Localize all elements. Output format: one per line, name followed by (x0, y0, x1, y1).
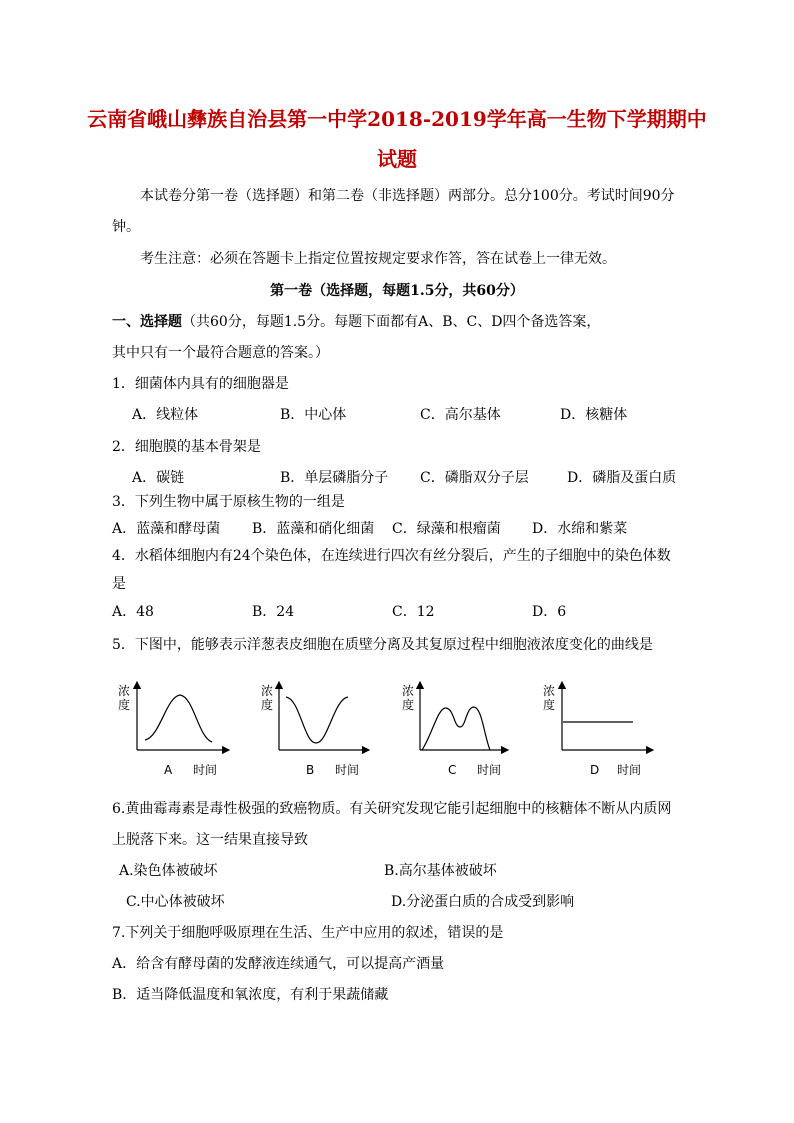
q1-option-b: B．中心体 (280, 407, 347, 423)
q1-option-a: A．线粒体 (132, 407, 199, 423)
part-label: 一、选择题 (112, 314, 182, 330)
intro-line2: 钟。 (112, 219, 140, 235)
q4-option-b: B．24 (252, 604, 295, 620)
graph-b (261, 684, 366, 777)
part-desc-line2: 其中只有一个最符合题意的答案。） (112, 345, 329, 361)
intro-line1: 本试卷分第一卷（选择题）和第二卷（非选择题）两部分。总分100分。考试时间90分 (140, 188, 675, 204)
graph-d-letter: D (590, 763, 600, 777)
graph-d (543, 684, 650, 777)
graph-c-ylabel-2: 度 (402, 698, 415, 712)
graph-d-xlabel: 时间 (617, 763, 642, 777)
graph-c-letter: C (448, 763, 457, 777)
concentration-graphs (0, 675, 794, 785)
graph-a-curve (145, 695, 212, 742)
q7-option-a: A．给含有酵母菌的发酵液连续通气，可以提高产酒量 (112, 956, 445, 972)
question-4-stem: 4．水稻体细胞内有24个染色体，在连续进行四次有丝分裂后，产生的子细胞中的染色体数 (112, 548, 671, 564)
question-4-stem-line2: 是 (112, 576, 126, 592)
graph-c-xlabel: 时间 (477, 763, 502, 777)
part-heading (112, 313, 600, 331)
question-1-stem: 1．细菌体内具有的细胞器是 (112, 376, 289, 392)
question-3-stem: 3．下列生物中属于原核生物的一组是 (112, 494, 345, 510)
graph-b-letter: B (306, 763, 315, 777)
q6-option-a: A.染色体被破坏 (119, 863, 218, 879)
q1-option-c: C．高尔基体 (420, 407, 501, 423)
q4-option-a: A．48 (112, 604, 154, 620)
exam-note: 考生注意：必须在答题卡上指定位置按规定要求作答，答在试卷上一律无效。 (140, 251, 616, 267)
graph-a-letter: A (164, 763, 173, 777)
exam-title-line1: 云南省峨山彝族自治县第一中学2018-2019学年高一生物下学期期中 (87, 107, 707, 131)
q6-option-d: D.分泌蛋白质的合成受到影响 (391, 894, 575, 910)
part-desc: （共60分，每题1.5分。每题下面都有A、B、C、D四个备选答案， (182, 314, 601, 330)
q4-option-c: C．12 (392, 604, 435, 620)
graph-d-ylabel-1: 浓 (543, 684, 556, 698)
question-6-stem-line2: 上脱落下来。这一结果直接导致 (112, 832, 308, 848)
graph-a-ylabel-1: 浓 (118, 684, 131, 698)
question-6-stem: 6.黄曲霉毒素是毒性极强的致癌物质。有关研究发现它能引起细胞中的核糖体不断从内质网 (112, 801, 672, 817)
graph-b-curve (286, 697, 348, 743)
graph-a-xlabel: 时间 (193, 763, 218, 777)
graph-a (118, 684, 226, 777)
question-7-stem: 7.下列关于细胞呼吸原理在生活、生产中应用的叙述，错误的是 (112, 925, 504, 941)
graph-b-xlabel: 时间 (335, 763, 360, 777)
q2-option-c: C．磷脂双分子层 (420, 470, 529, 486)
q1-option-d: D．核糖体 (560, 407, 628, 423)
question-5-stem: 5．下图中，能够表示洋葱表皮细胞在质壁分离及其复原过程中细胞液浓度变化的曲线是 (112, 637, 653, 653)
q2-option-b: B．单层磷脂分子 (280, 470, 389, 486)
q3-option-d: D．水绵和紫菜 (532, 521, 628, 537)
graph-b-ylabel-1: 浓 (261, 684, 274, 698)
q6-option-c: C.中心体被破坏 (126, 894, 225, 910)
graph-c (402, 684, 505, 777)
exam-title-line2: 试题 (377, 147, 417, 171)
q2-option-d: D．磷脂及蛋白质 (567, 470, 677, 486)
q4-option-d: D．6 (532, 604, 567, 620)
graph-c-ylabel-1: 浓 (402, 684, 415, 698)
q3-option-b: B．蓝藻和硝化细菌 (252, 521, 375, 537)
graph-a-ylabel-2: 度 (118, 698, 131, 712)
q7-option-b: B．适当降低温度和氧浓度，有利于果蔬储藏 (112, 987, 389, 1003)
question-2-stem: 2．细胞膜的基本骨架是 (112, 439, 261, 455)
graph-c-curve (422, 707, 490, 750)
q2-option-a: A．碳链 (132, 470, 185, 486)
q3-option-a: A．蓝藻和酵母菌 (112, 521, 221, 537)
section-heading: 第一卷（选择题，每题1.5分，共60分） (270, 283, 524, 299)
graph-b-ylabel-2: 度 (261, 698, 274, 712)
q3-option-c: C．绿藻和根瘤菌 (392, 521, 501, 537)
graph-d-ylabel-2: 度 (543, 698, 556, 712)
q6-option-b: B.高尔基体被破坏 (384, 863, 497, 879)
